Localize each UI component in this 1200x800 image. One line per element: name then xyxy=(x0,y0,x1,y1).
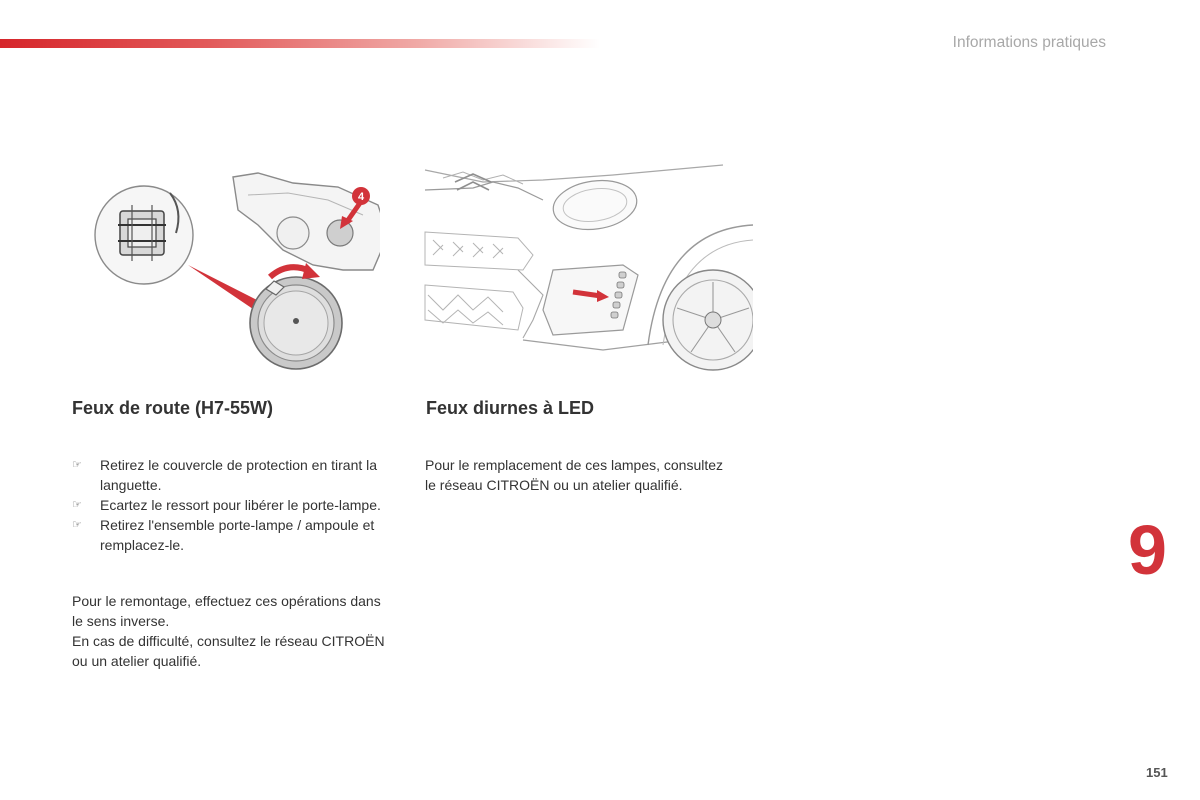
callout-badge xyxy=(352,187,370,205)
page-number: 151 xyxy=(1146,765,1168,780)
svg-text:4: 4 xyxy=(357,191,365,203)
pointing-hand-icon: ☞ xyxy=(72,519,82,531)
daytime-led-title: Feux diurnes à LED xyxy=(426,398,595,418)
note-line: Pour le remontage, effectuez ces opérations dans le sens inverse. xyxy=(72,593,381,629)
pointing-hand-icon: ☞ xyxy=(72,459,82,471)
headlamp-bulb-illustration xyxy=(88,165,380,380)
note-line: En cas de difficulté, consultez le réseau CITROËN ou un atelier qualifié. xyxy=(72,633,385,669)
daytime-led-text: Pour le remplacement de ces lampes, consultez le réseau CITROËN ou un atelier qualifié. xyxy=(425,457,724,493)
chapter-title: Informations pratiques xyxy=(952,34,1106,51)
high-beam-steps xyxy=(72,455,402,555)
daytime-led-illustration xyxy=(423,160,753,385)
chapter-number: 9 xyxy=(1128,511,1167,589)
high-beam-title: Feux de route (H7-55W) xyxy=(72,398,274,418)
header-color-bar xyxy=(0,39,600,48)
list-item: ☞ Retirez l'ensemble porte-lampe / ampoule et remplacez-le. xyxy=(72,517,375,553)
list-item: ☞ Retirez le couvercle de protection en tirant la languette. xyxy=(72,457,378,493)
high-beam-note xyxy=(72,591,392,671)
list-item: ☞ Ecartez le ressort pour libérer le porte-lampe. xyxy=(72,497,381,513)
pointing-hand-icon: ☞ xyxy=(72,499,82,511)
